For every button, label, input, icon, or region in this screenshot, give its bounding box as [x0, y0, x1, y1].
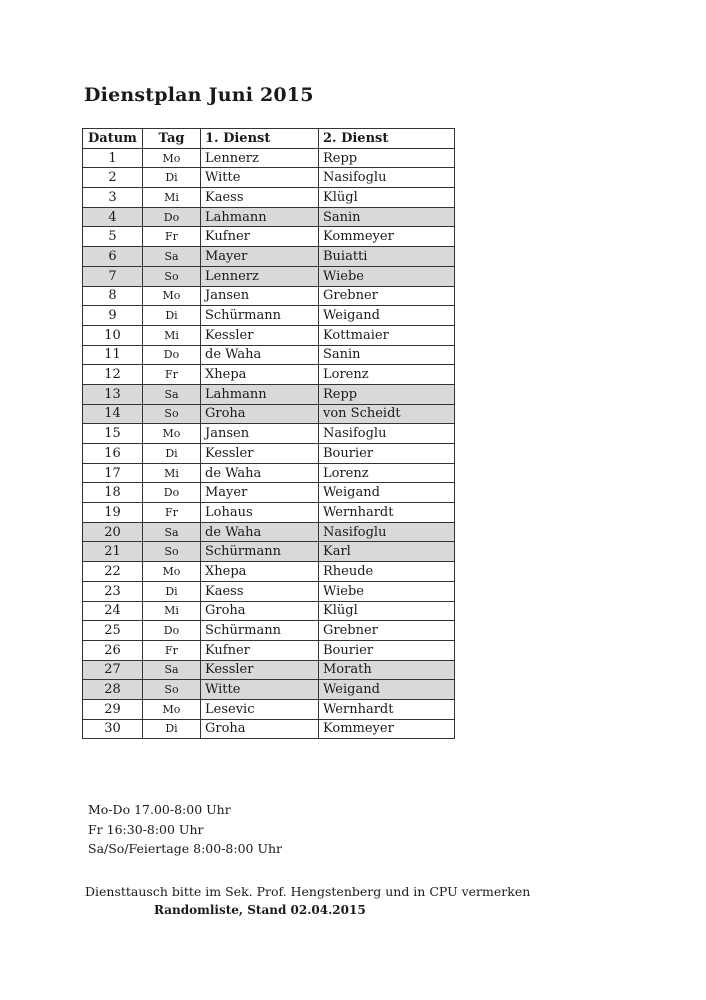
header-dienst-1: 1. Dienst	[201, 129, 319, 149]
service-hours-notes	[88, 800, 282, 859]
cell-datum: 12	[83, 365, 143, 385]
cell-datum: 20	[83, 522, 143, 542]
cell-datum: 28	[83, 680, 143, 700]
cell-dienst-1: de Waha	[201, 345, 319, 365]
cell-dienst-1: Lahmann	[201, 207, 319, 227]
cell-dienst-1: Jansen	[201, 424, 319, 444]
cell-dienst-2: Repp	[319, 148, 455, 168]
cell-dienst-1: Mayer	[201, 247, 319, 267]
cell-dienst-1: Lennerz	[201, 266, 319, 286]
cell-tag: Mo	[143, 424, 201, 444]
cell-dienst-1: de Waha	[201, 463, 319, 483]
cell-tag: Mo	[143, 148, 201, 168]
cell-datum: 21	[83, 542, 143, 562]
duty-roster-table	[82, 128, 455, 739]
table-row	[83, 660, 455, 680]
cell-tag: Mi	[143, 601, 201, 621]
cell-dienst-2: Nasifoglu	[319, 522, 455, 542]
cell-tag: Mo	[143, 286, 201, 306]
cell-datum: 17	[83, 463, 143, 483]
table-row	[83, 266, 455, 286]
cell-dienst-2: Nasifoglu	[319, 168, 455, 188]
cell-dienst-1: Witte	[201, 680, 319, 700]
cell-dienst-2: Bourier	[319, 444, 455, 464]
cell-datum: 19	[83, 503, 143, 523]
table-row	[83, 581, 455, 601]
cell-tag: Sa	[143, 384, 201, 404]
table-row	[83, 424, 455, 444]
cell-datum: 10	[83, 325, 143, 345]
cell-tag: Sa	[143, 660, 201, 680]
cell-dienst-1: de Waha	[201, 522, 319, 542]
cell-tag: So	[143, 542, 201, 562]
cell-dienst-1: Groha	[201, 404, 319, 424]
cell-datum: 9	[83, 306, 143, 326]
table-row	[83, 227, 455, 247]
cell-tag: Di	[143, 306, 201, 326]
cell-dienst-2: Morath	[319, 660, 455, 680]
table-row	[83, 207, 455, 227]
cell-tag: Di	[143, 444, 201, 464]
cell-dienst-2: Weigand	[319, 680, 455, 700]
table-row	[83, 444, 455, 464]
cell-datum: 23	[83, 581, 143, 601]
table-row	[83, 247, 455, 267]
header-datum: Datum	[83, 129, 143, 149]
cell-datum: 13	[83, 384, 143, 404]
cell-dienst-1: Groha	[201, 601, 319, 621]
cell-datum: 25	[83, 621, 143, 641]
table-row	[83, 325, 455, 345]
table-row	[83, 621, 455, 641]
cell-dienst-2: Klügl	[319, 601, 455, 621]
table-row	[83, 542, 455, 562]
cell-datum: 15	[83, 424, 143, 444]
cell-dienst-2: Kommeyer	[319, 227, 455, 247]
cell-tag: Fr	[143, 640, 201, 660]
cell-dienst-2: Grebner	[319, 286, 455, 306]
cell-dienst-1: Kufner	[201, 227, 319, 247]
table-row	[83, 188, 455, 208]
cell-datum: 1	[83, 148, 143, 168]
cell-dienst-2: Lorenz	[319, 463, 455, 483]
cell-datum: 6	[83, 247, 143, 267]
note-line: Mo-Do 17.00-8:00 Uhr	[88, 802, 231, 817]
cell-datum: 30	[83, 719, 143, 739]
cell-dienst-1: Kaess	[201, 581, 319, 601]
cell-datum: 4	[83, 207, 143, 227]
table-row	[83, 522, 455, 542]
cell-dienst-2: Weigand	[319, 483, 455, 503]
cell-dienst-2: Kommeyer	[319, 719, 455, 739]
page-title: Dienstplan Juni 2015	[84, 84, 314, 106]
cell-dienst-1: Kaess	[201, 188, 319, 208]
note-line: Sa/So/Feiertage 8:00-8:00 Uhr	[88, 841, 283, 856]
cell-datum: 18	[83, 483, 143, 503]
cell-datum: 8	[83, 286, 143, 306]
cell-dienst-1: Mayer	[201, 483, 319, 503]
cell-datum: 27	[83, 660, 143, 680]
cell-datum: 16	[83, 444, 143, 464]
header-tag: Tag	[143, 129, 201, 149]
cell-datum: 24	[83, 601, 143, 621]
cell-tag: Sa	[143, 522, 201, 542]
cell-dienst-2: Kottmaier	[319, 325, 455, 345]
cell-tag: Do	[143, 483, 201, 503]
table-row	[83, 306, 455, 326]
cell-tag: Do	[143, 207, 201, 227]
cell-tag: So	[143, 404, 201, 424]
table-row	[83, 719, 455, 739]
table-row	[83, 483, 455, 503]
cell-datum: 29	[83, 699, 143, 719]
cell-datum: 11	[83, 345, 143, 365]
cell-dienst-1: Lennerz	[201, 148, 319, 168]
cell-tag: So	[143, 680, 201, 700]
table-row	[83, 365, 455, 385]
cell-tag: Mi	[143, 463, 201, 483]
cell-tag: Do	[143, 621, 201, 641]
table-row	[83, 345, 455, 365]
cell-dienst-1: Xhepa	[201, 365, 319, 385]
swap-instruction: Diensttausch bitte im Sek. Prof. Hengstenberg und in CPU vermerken	[85, 884, 531, 899]
cell-tag: Mo	[143, 699, 201, 719]
table-row	[83, 168, 455, 188]
cell-dienst-1: Xhepa	[201, 562, 319, 582]
cell-tag: Mi	[143, 325, 201, 345]
cell-datum: 26	[83, 640, 143, 660]
cell-dienst-1: Lohaus	[201, 503, 319, 523]
cell-tag: So	[143, 266, 201, 286]
cell-tag: Di	[143, 168, 201, 188]
cell-dienst-2: Rheude	[319, 562, 455, 582]
cell-dienst-2: Wernhardt	[319, 503, 455, 523]
cell-dienst-1: Schürmann	[201, 542, 319, 562]
cell-datum: 2	[83, 168, 143, 188]
table-header-row	[83, 129, 455, 149]
cell-datum: 7	[83, 266, 143, 286]
cell-dienst-2: Karl	[319, 542, 455, 562]
cell-tag: Mo	[143, 562, 201, 582]
cell-dienst-1: Kufner	[201, 640, 319, 660]
cell-dienst-1: Groha	[201, 719, 319, 739]
cell-dienst-1: Lesevic	[201, 699, 319, 719]
cell-tag: Mi	[143, 188, 201, 208]
cell-dienst-2: Wiebe	[319, 581, 455, 601]
cell-dienst-2: Weigand	[319, 306, 455, 326]
header-dienst-2: 2. Dienst	[319, 129, 455, 149]
table-row	[83, 640, 455, 660]
table-row	[83, 699, 455, 719]
cell-dienst-1: Lahmann	[201, 384, 319, 404]
table-row	[83, 404, 455, 424]
note-line: Fr 16:30-8:00 Uhr	[88, 821, 204, 837]
cell-dienst-2: Sanin	[319, 345, 455, 365]
table-row	[83, 680, 455, 700]
table-row	[83, 503, 455, 523]
table-row	[83, 601, 455, 621]
cell-dienst-2: Buiatti	[319, 247, 455, 267]
cell-datum: 3	[83, 188, 143, 208]
cell-dienst-2: Grebner	[319, 621, 455, 641]
cell-tag: Di	[143, 581, 201, 601]
cell-dienst-1: Schürmann	[201, 306, 319, 326]
roster-body	[83, 148, 455, 739]
table-row	[83, 463, 455, 483]
table-row	[83, 562, 455, 582]
cell-dienst-1: Witte	[201, 168, 319, 188]
cell-tag: Di	[143, 719, 201, 739]
list-status: Randomliste, Stand 02.04.2015	[154, 903, 366, 917]
cell-dienst-1: Jansen	[201, 286, 319, 306]
cell-dienst-2: Lorenz	[319, 365, 455, 385]
cell-dienst-2: Repp	[319, 384, 455, 404]
cell-tag: Sa	[143, 247, 201, 267]
cell-datum: 14	[83, 404, 143, 424]
cell-tag: Fr	[143, 365, 201, 385]
cell-datum: 5	[83, 227, 143, 247]
cell-tag: Fr	[143, 227, 201, 247]
cell-dienst-2: Wernhardt	[319, 699, 455, 719]
cell-dienst-1: Kessler	[201, 660, 319, 680]
cell-dienst-1: Kessler	[201, 444, 319, 464]
cell-tag: Fr	[143, 503, 201, 523]
table-row	[83, 384, 455, 404]
cell-datum: 22	[83, 562, 143, 582]
cell-dienst-1: Schürmann	[201, 621, 319, 641]
cell-dienst-2: von Scheidt	[319, 404, 455, 424]
cell-dienst-2: Bourier	[319, 640, 455, 660]
cell-dienst-1: Kessler	[201, 325, 319, 345]
cell-dienst-2: Wiebe	[319, 266, 455, 286]
cell-dienst-2: Nasifoglu	[319, 424, 455, 444]
cell-dienst-2: Sanin	[319, 207, 455, 227]
table-row	[83, 286, 455, 306]
table-row	[83, 148, 455, 168]
cell-tag: Do	[143, 345, 201, 365]
cell-dienst-2: Klügl	[319, 188, 455, 208]
